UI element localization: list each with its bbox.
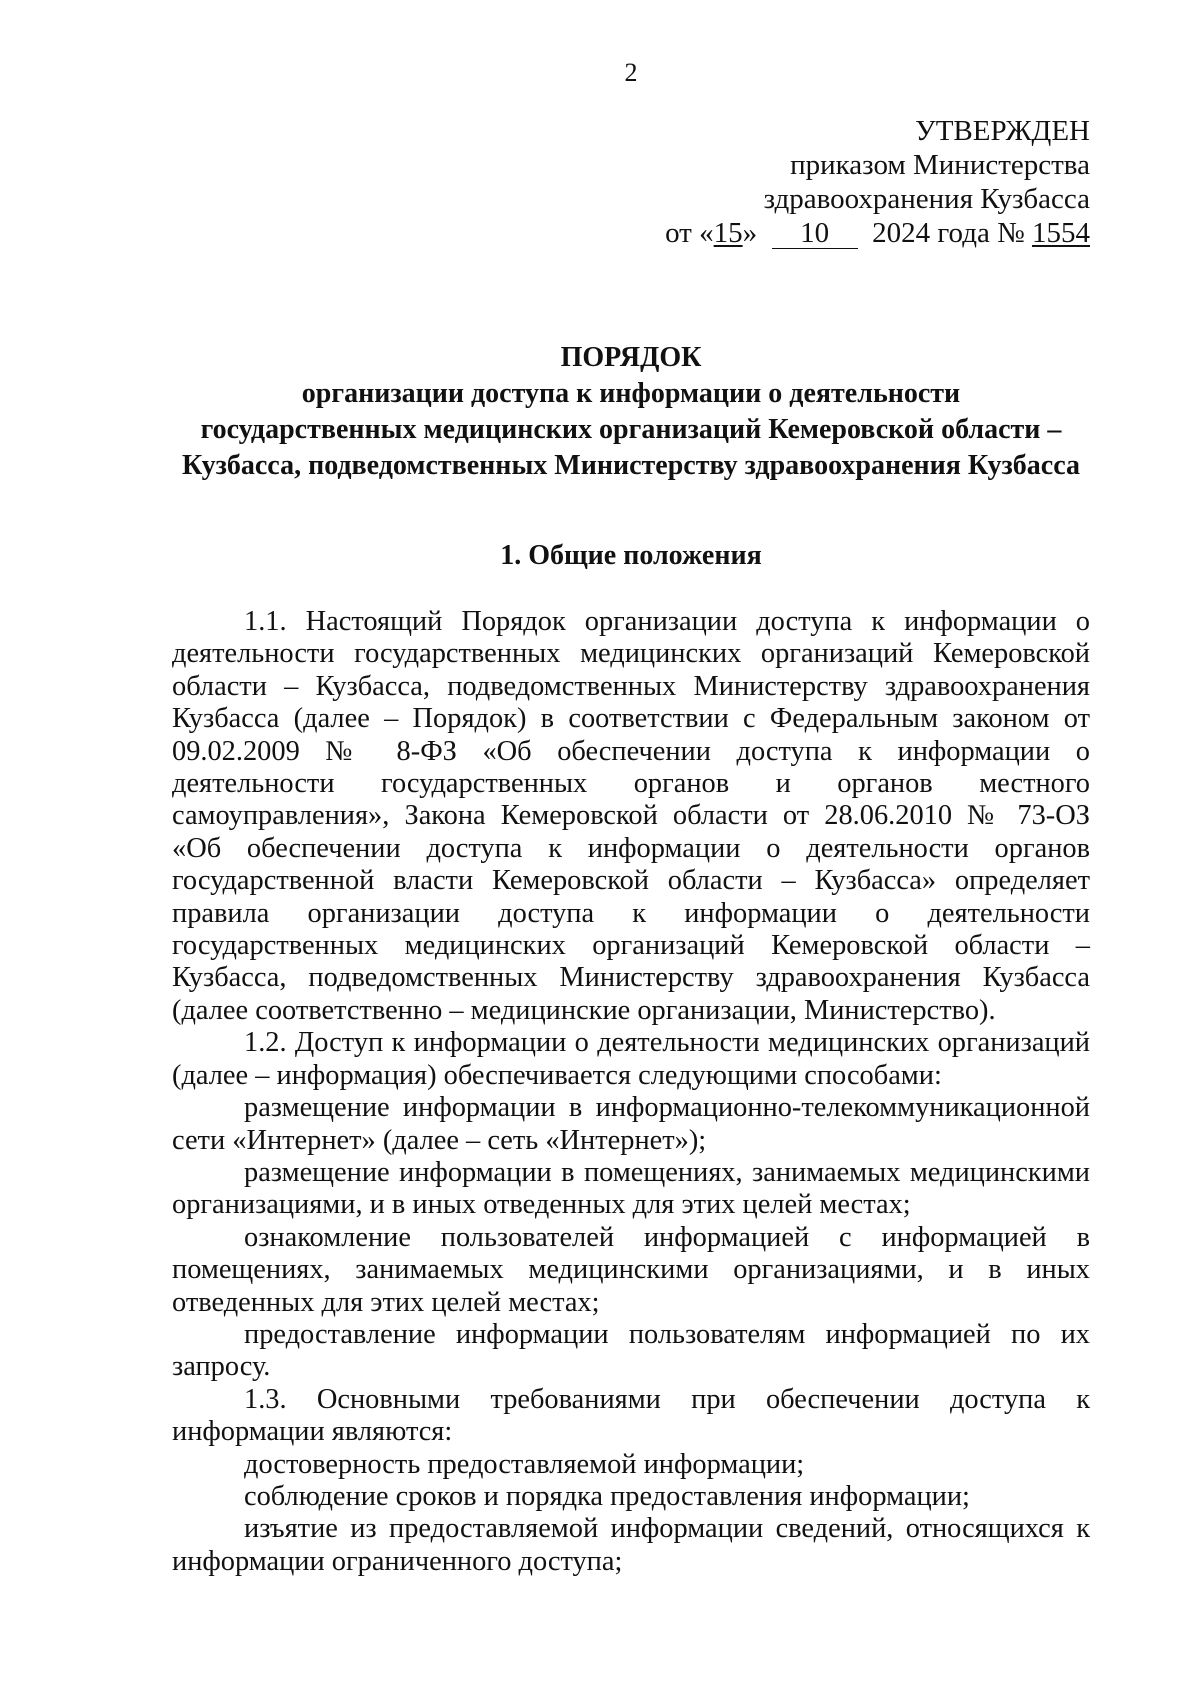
document-subtitle-line-3: Кузбасса, подведомственных Министерству здравоохранения Кузбасса [182, 450, 1080, 481]
section-heading-general-provisions: 1. Общие положения [500, 540, 762, 571]
approval-line-order: приказом Министерства [790, 149, 1090, 181]
approval-day-suffix: » [742, 217, 758, 249]
approval-number: 1554 [1032, 217, 1090, 249]
body-line: сети «Интернет» (далее – сеть «Интернет»); [172, 1124, 707, 1156]
body-line: деятельности государственных органов и органов местного [172, 768, 1090, 800]
body-line: (далее соответственно – медицинские организации, Министерство). [172, 994, 996, 1026]
body-line: размещение информации в информационно-телекоммуникационной [244, 1092, 1090, 1124]
approval-year-text: 2024 года № [872, 217, 1025, 249]
body-line: 1.3. Основными требованиями при обеспечении доступа к [244, 1383, 1090, 1415]
body-line: (далее – информация) обеспечивается следующими способами: [172, 1059, 942, 1091]
approval-stamp-block [665, 114, 1090, 250]
body-line: предоставление информации пользователям информацией по их [244, 1318, 1090, 1350]
body-line: области – Кузбасса, подведомственных Министерству здравоохранения [172, 670, 1090, 702]
body-line: деятельности государственных медицинских организаций Кемеровской [172, 638, 1090, 670]
approval-date-prefix: от « [665, 217, 714, 249]
document-title-block [172, 340, 1090, 484]
body-line: Кузбасса, подведомственных Министерству здравоохранения Кузбасса [172, 962, 1090, 994]
document-subtitle-line-2: государственных медицинских организаций Кемеровской области – [200, 414, 1062, 445]
body-line: 1.2. Доступ к информации о деятельности медицинских организаций [244, 1027, 1090, 1059]
body-line: 1.1. Настоящий Порядок организации доступа к информации о [244, 606, 1090, 637]
body-line: изъятие из предоставляемой информации сведений, относящихся к [244, 1513, 1090, 1545]
document-subtitle-line-1: организации доступа к информации о деятельности [301, 378, 961, 409]
body-line: Кузбасса (далее – Порядок) в соответствии с Федеральным законом от [172, 703, 1090, 735]
page-number: 2 [624, 58, 638, 87]
body-line: государственных медицинских организаций Кемеровской области – [172, 930, 1090, 962]
approval-day: 15 [713, 217, 743, 249]
body-line: запросу. [172, 1351, 271, 1383]
approval-date-line [665, 216, 1090, 250]
body-line: информации ограниченного доступа; [172, 1545, 623, 1577]
body-line: самоуправления», Закона Кемеровской области от 28.06.2010 № 73-ОЗ [172, 800, 1090, 832]
approval-title: УТВЕРЖДЕН [915, 115, 1090, 147]
body-line: «Об обеспечении доступа к информации о деятельности органов [172, 832, 1090, 864]
body-line: размещение информации в помещениях, занимаемых медицинскими [244, 1156, 1090, 1188]
body-line: организациями, и в иных отведенных для этих целей местах; [172, 1189, 911, 1221]
body-line: отведенных для этих целей местах; [172, 1286, 600, 1318]
approval-line-ministry: здравоохранения Кузбасса [763, 183, 1090, 215]
body-line: правила организации доступа к информации о деятельности [172, 897, 1090, 929]
body-line: 09.02.2009 № 8-ФЗ «Об обеспечении доступа к информации о [172, 735, 1090, 767]
document-body-text [172, 606, 1090, 1578]
body-line: государственной власти Кемеровской области – Кузбасса» определяет [172, 865, 1090, 897]
body-line: соблюдение сроков и порядка предоставления информации; [244, 1480, 970, 1512]
body-line: информации являются: [172, 1416, 453, 1448]
approval-month: 10 [772, 218, 858, 249]
body-line: ознакомление пользователей информацией с информацией в [244, 1221, 1090, 1253]
body-line: достоверность предоставляемой информации; [244, 1448, 805, 1480]
document-title: ПОРЯДОК [560, 342, 702, 373]
body-line: помещениях, занимаемых медицинскими организациями, и в иных [172, 1254, 1090, 1286]
